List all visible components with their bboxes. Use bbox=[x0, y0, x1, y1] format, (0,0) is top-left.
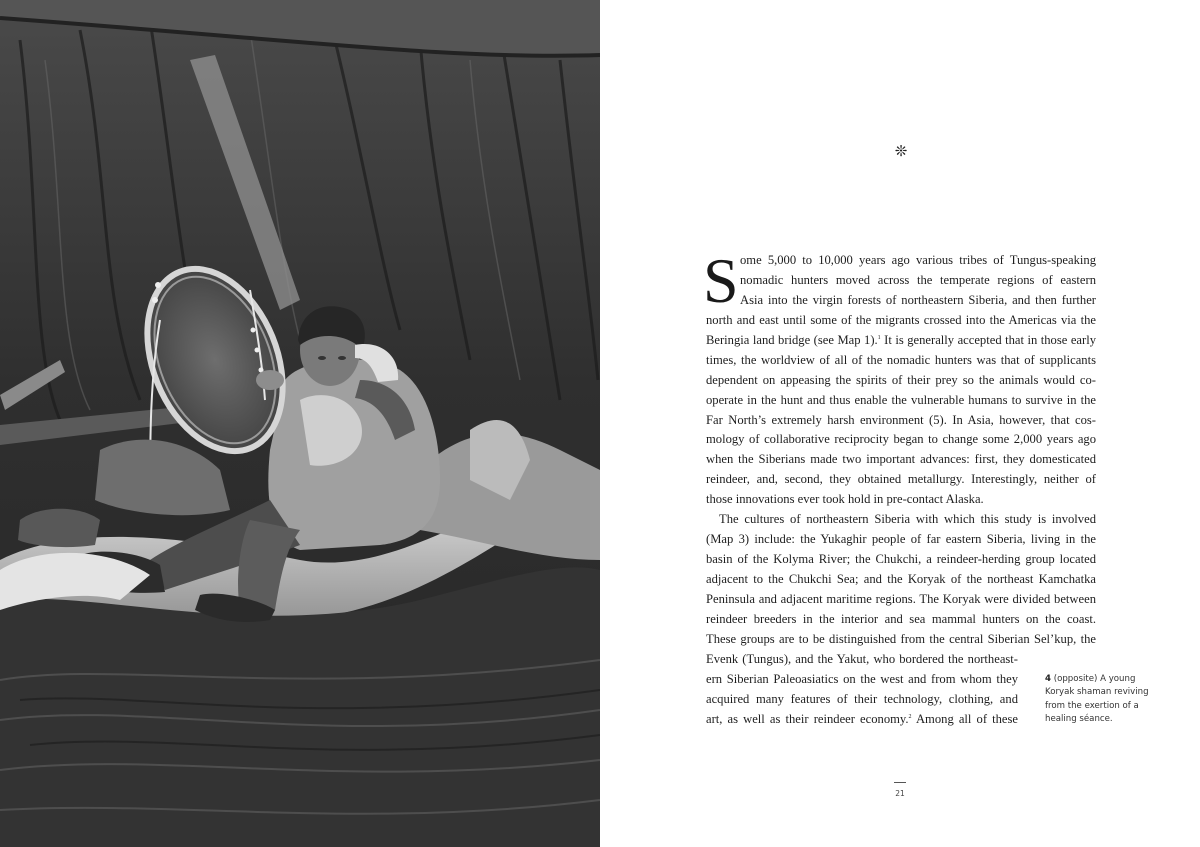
text-fragment: Beringia land bridge (see Map 1). bbox=[706, 332, 878, 347]
text-line: mology of collaborative reciprocity began to change some 2,000 years ago bbox=[706, 432, 1096, 447]
text-line: adjacent to the Chukchi Sea; and the Koryak of the northeast Kamchatka bbox=[706, 572, 1096, 586]
text-line: reindeer breeders in the interior and sea mammal hunters on the coast. bbox=[706, 611, 1096, 626]
text-line: The cultures of northeastern Siberia with which this study is involved bbox=[719, 512, 1096, 527]
text-line: Evenk (Tungus), and the Yakut, who bordered the northeast- bbox=[706, 651, 1018, 666]
caption-number: 4 bbox=[1045, 674, 1051, 684]
text-fragment: art, as well as their reindeer economy. bbox=[706, 711, 909, 726]
drop-cap: S bbox=[703, 245, 739, 316]
text-line bbox=[706, 331, 1096, 351]
folio-rule bbox=[894, 782, 906, 783]
text-line: Far North’s extremely harsh environment (5). In Asia, however, that cos- bbox=[706, 412, 1096, 427]
text-fragment: It is generally accepted that in those early bbox=[880, 332, 1096, 347]
text-line: times, the worldview of all of the nomadic hunters was that of supplicants bbox=[706, 352, 1096, 367]
footnote-ref: 2 bbox=[908, 713, 912, 720]
text-line bbox=[706, 710, 1018, 730]
text-line: ern Siberian Paleoasiatics on the west and from whom they bbox=[706, 671, 1018, 686]
text-line: These groups are to be distinguished from the central Siberian Sel’kup, the bbox=[706, 631, 1096, 646]
body-text bbox=[706, 251, 1096, 730]
text-line: Peninsula and adjacent maritime regions. The Koryak were divided between bbox=[706, 591, 1096, 606]
text-line: nomadic hunters moved across the temperate regions of eastern bbox=[740, 272, 1096, 287]
text-fragment: Among all of these bbox=[911, 711, 1018, 726]
text-line: operate in the hunt and thus enable the vulnerable humans to survive in the bbox=[706, 392, 1096, 407]
text-line: when the Siberians made two important advances: first, they domesticated bbox=[706, 452, 1096, 467]
section-ornament-icon: ❊ bbox=[894, 142, 908, 160]
text-line: ome 5,000 to 10,000 years ago various tribes of Tungus-speaking bbox=[740, 253, 1096, 267]
text-line: reindeer, and, second, they obtained metallurgy. Interestingly, neither of bbox=[706, 472, 1096, 487]
text-line: (Map 3) include: the Yukaghir people of far eastern Siberia, living in the bbox=[706, 532, 1096, 547]
page-number: 21 bbox=[895, 789, 905, 798]
footnote-ref: 1 bbox=[877, 334, 881, 341]
text-line: Asia into the virgin forests of northeastern Siberia, and then further bbox=[740, 292, 1096, 307]
text-line: dependent on appeasing the spirits of their prey so the animals would co- bbox=[706, 372, 1096, 387]
figure-caption bbox=[1045, 673, 1155, 727]
text-line: basin of the Kolyma River; the Chukchi, a reindeer-herding group located bbox=[706, 552, 1096, 567]
text-line: acquired many features of their technology, clothing, and bbox=[706, 691, 1018, 706]
text-line: those innovations ever took hold in pre-contact Alaska. bbox=[706, 492, 984, 507]
caption-text: (opposite) A young Koryak shaman reviving from the exertion of a healing séance. bbox=[1045, 674, 1149, 725]
text-line: north and east until some of the migrants crossed into the Americas via the bbox=[706, 312, 1096, 327]
